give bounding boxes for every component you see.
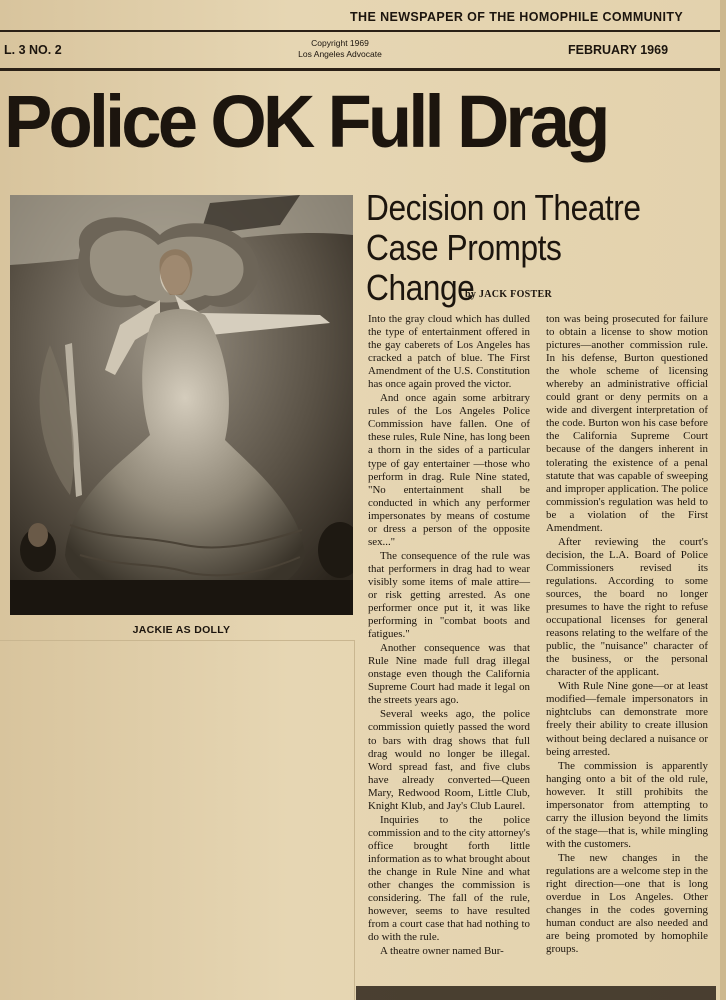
paragraph: Into the gray cloud which has dulled the type of entertainment offered in the gay caberets of Los Angeles has cracked a patch of blue. The First Amendment of the U.S. Constitution has once again proved the victor. [368,313,530,391]
subheadline-line-2: Case Prompts Change [366,227,562,308]
column-divider [354,640,355,1000]
paragraph: The commission is apparently hanging onto a bit of the old rule, however. It still prohibits the impersonator from attempting to carry the illusion beyond the limits of the stage—that is, while mingling with the customers. [546,759,708,850]
article-column-2 [546,313,708,957]
paragraph: Another consequence was that Rule Nine made full drag illegal onstage even though the California Supreme Court had made it legal on the streets years ago. [368,642,530,707]
masthead-rule-bottom [0,68,722,71]
copyright-notice [280,38,400,60]
paragraph: The consequence of the rule was that performers in drag had to wear visibly some items of male attire—or risk getting arrested. As one performer once put it, it was like performing in "combat boots and fatigues." [368,549,530,641]
paragraph: Several weeks ago, the police commission quietly passed the word to bars with drag shows that full drag would no longer be illegal. Word spread fast, and five clubs have already converted—Queen Mary, Redwood Room, Little Club, Knight Klub, and Jay's Club Laurel. [368,708,530,812]
drag-performer-illustration [10,195,353,615]
subheadline-line-1: Decision on Theatre [366,187,641,228]
paragraph: The new changes in the regulations are a welcome step in the right direction—one that is long overdue in Los Angeles. Other changes in the codes governing human conduct are also needed and are being promoted by homophile groups. [546,851,708,956]
performer-photo [10,195,353,615]
copyright-line-2: Los Angeles Advocate [298,49,382,59]
issue-date: FEBRUARY 1969 [568,43,669,57]
paragraph: And once again some arbitrary rules of the Los Angeles Police Commission have fallen. One of these rules, Rule Nine, has long been a thorn in the sides of a particular type of gay entertainer —those who perform in drag. Rule Nine stated, "No entertainment shall be conducted in which any performer impersonates by means of costume or dress a person of the opposite sex..." [368,392,530,548]
article-column-1 [368,313,530,959]
byline: by JACK FOSTER [465,289,552,300]
volume-number: L. 3 NO. 2 [4,43,62,57]
headline: Police OK Full Drag [4,80,607,163]
masthead-tagline: THE NEWSPAPER OF THE HOMOPHILE COMMUNITY [350,10,684,24]
next-article-edge [356,986,716,1000]
photo-caption: JACKIE AS DOLLY [132,624,231,636]
caption-divider [0,640,355,641]
paragraph: A theatre owner named Bur- [380,945,504,958]
page-edge [720,0,726,1000]
paragraph: With Rule Nine gone—or at least modified—female impersonators in nightclubs can demonstrate more freely their ability to create illusion without being declared a nuisance or being arrested. [546,680,708,758]
masthead-rule-top [0,30,722,32]
copyright-line-1: Copyright 1969 [311,38,369,48]
paragraph: After reviewing the court's decision, the L.A. Board of Police Commissioners revised its regulations. According to some sources, the board no longer presumes to have the right to refuse occupational licenses for general reasons relating to the welfare of the public, the "nuisance" character of the business, or the personal character of the applicant. [546,535,708,679]
paragraph: ton was being prosecuted for failure to obtain a license to show motion pictures—another commission rule. In his defense, Burton questioned the whole scheme of licensing whereby an administrative official could grant or deny permits on a wide and divergent interpretation of the code. Burton won his case before the California Supreme Court because of the dangers inherent in tolerating the existence of a penal statute that was capable of sweeping and improper application. The police commission's regulation was held to be a violation of the First Amendment. [546,313,708,534]
paragraph: Inquiries to the police commission and to the city attorney's office brought forth little information as to what brought about the change in Rule Nine and what other changes the commission is considering. The fall of the rule, however, seems to have resulted from a court case that had nothing to do with the rule. [368,813,530,944]
